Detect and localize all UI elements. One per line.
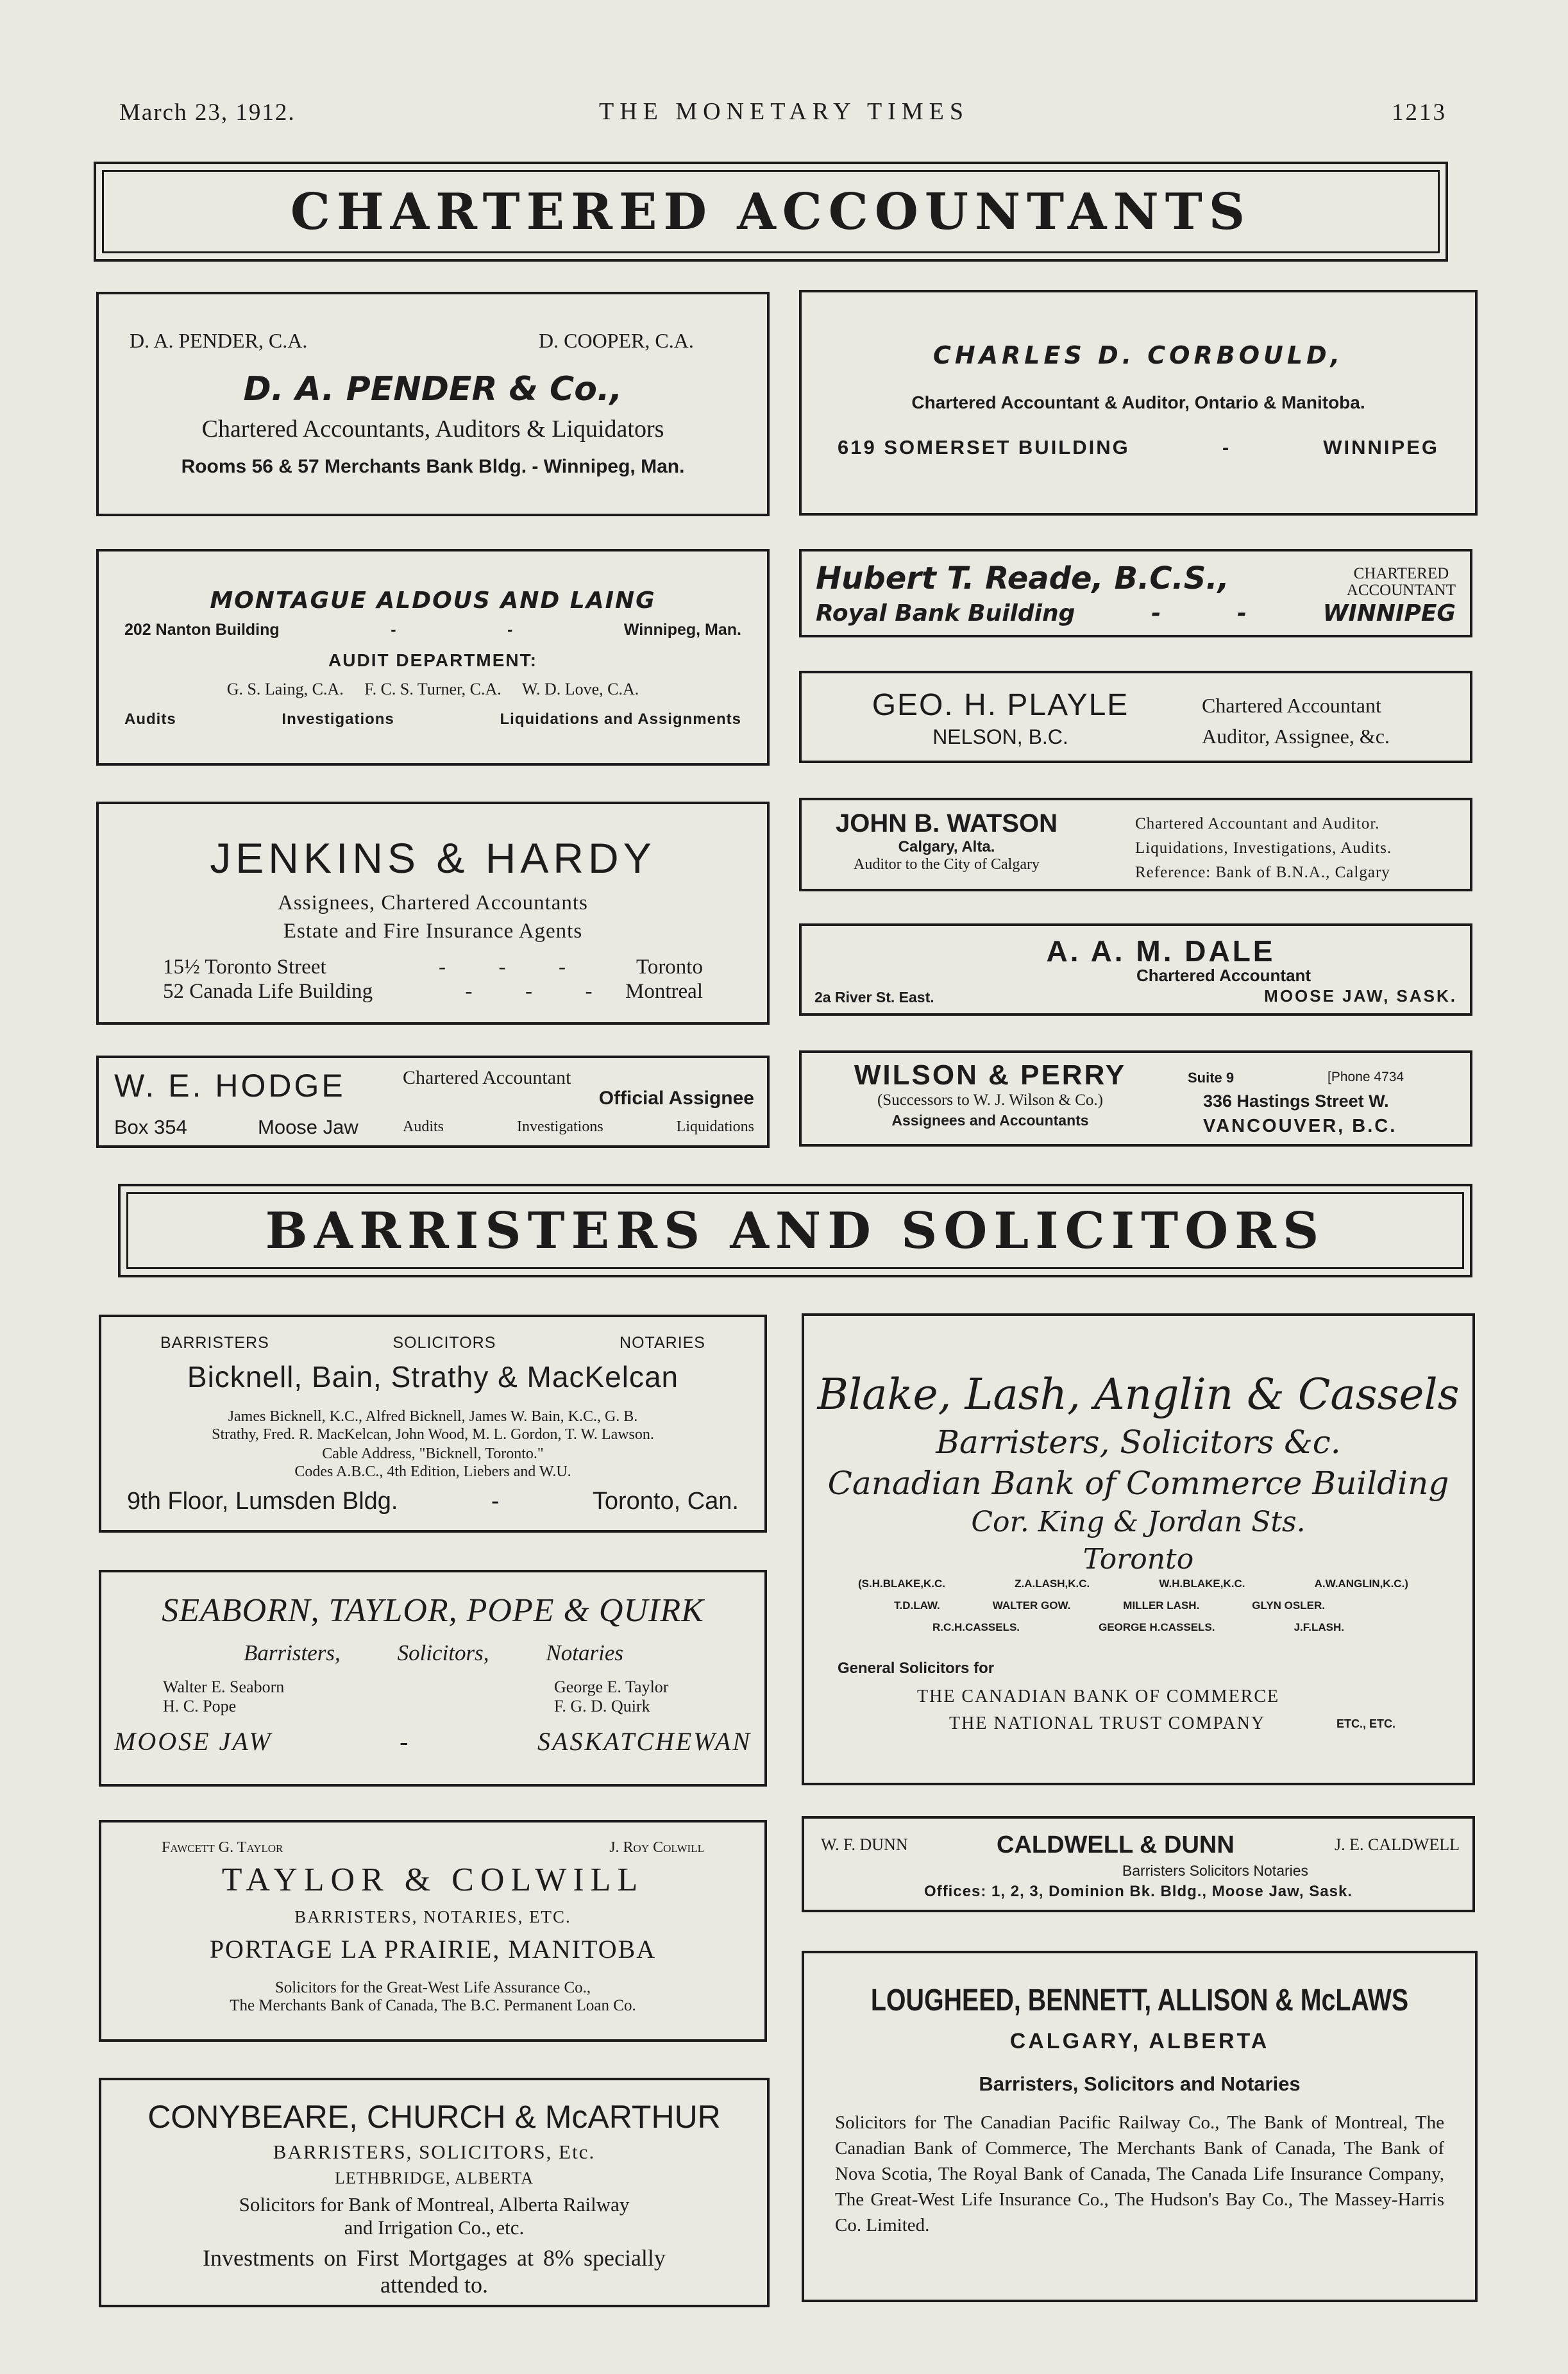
address-line: 52 Canada Life Building [163,980,373,1003]
firm-name: Blake, Lash, Anglin & Cassels [817,1370,1460,1419]
firm-description: Assignees, Chartered Accountants [278,891,588,914]
firm-city: CALGARY, ALBERTA [1009,2029,1270,2053]
ad-bicknell [99,1315,767,1533]
clients-line: The Merchants Bank of Canada, The B.C. Permanent Loan Co. [230,1997,636,2014]
firm-name: D. A. PENDER & Co., [243,370,623,408]
firm-building: Royal Bank Building [816,600,1075,627]
firm-city: Toronto, Can. [592,1488,739,1515]
firm-building: Canadian Bank of Commerce Building [827,1465,1449,1502]
firm-title [1347,566,1456,599]
firm-title: Chartered Accountant [1136,966,1311,985]
client-name: THE CANADIAN BANK OF COMMERCE [917,1687,1280,1706]
partners-row [894,1599,1325,1612]
separator: - [400,1727,410,1756]
partner-name: Z.A.LASH,K.C. [1015,1578,1090,1590]
label: NOTARIES [620,1334,705,1352]
firm-city: MOOSE JAW, SASK. [1264,986,1457,1006]
firm-name: SEABORN, TAYLOR, POPE & QUIRK [162,1592,704,1629]
partner-name: GLYN OSLER. [1252,1599,1325,1612]
partner-name: D. COOPER, C.A. [539,329,694,352]
firm-city: LETHBRIDGE, ALBERTA [334,2169,534,2187]
firm-city: Moose Jaw [258,1116,358,1138]
firm-name: CONYBEARE, CHURCH & McARTHUR [148,2099,721,2135]
detail-line: Liquidations, Investigations, Audits. [1135,839,1392,857]
firm-name: W. E. HODGE [114,1068,346,1104]
firm-roles: Barristers Solicitors Notaries [1122,1862,1309,1879]
partner-list: James Bicknell, K.C., Alfred Bicknell, James W. Bain, K.C., G. B. [228,1408,638,1425]
service-item: Investigations [282,711,394,728]
clients-paragraph: Solicitors for The Canadian Pacific Railway Co., The Bank of Montreal, The Canadian Bank of Commerce, The Merchants Bank of Canada, The Bank of Nova Scotia, The Royal Bank of Canada, The Canada Life Insurance Company, The Great-West Life Insurance Co., The Hudson's Bay Co., The Massey-Harris Co. Limited. [835,2112,1444,2235]
partner-name: Fawcett G. Taylor [162,1839,283,1856]
firm-city: Winnipeg, Man. [623,621,741,639]
partner-name: J.F.LASH. [1294,1621,1344,1633]
firm-title: Official Assignee [598,1088,754,1109]
separator: - [1222,436,1231,459]
partner-list: Strathy, Fred. R. MacKelcan, John Wood, M. L. Gordon, T. W. Lawson. [212,1426,654,1443]
service-item: Audits [124,711,176,728]
clients-line: Solicitors for Bank of Montreal, Alberta Railway [239,2193,630,2216]
firm-role: Auditor to the City of Calgary [854,856,1040,873]
firm-name: MONTAGUE ALDOUS AND LAING [210,587,656,614]
firm-address: 2a River St. East. [814,989,934,1006]
firm-address-row [114,1726,752,1756]
ad-taylor [99,1820,767,2042]
separator: - [507,621,513,639]
section-title: BARRISTERS AND SOLICITORS [265,1201,1326,1260]
section-title: CHARTERED ACCOUNTANTS [290,182,1252,241]
firm-suite: Suite 9 [1188,1070,1235,1086]
firm-city: WINNIPEG [1322,600,1456,627]
firm-name: LOUGHEED, BENNETT, ALLISON & McLAWS [870,1983,1409,2017]
firm-address-row [124,621,741,639]
title-line: CHARTERED [1353,565,1449,582]
firm-name: Bicknell, Bain, Strathy & MacKelcan [187,1360,679,1393]
firm-address: 619 SOMERSET BUILDING [838,436,1130,459]
firm-address: Offices: 1, 2, 3, Dominion Bk. Bldg., Moose Jaw, Sask. [924,1883,1353,1900]
investment-line: Investments on First Mortgages at 8% specially [203,2245,666,2271]
firm-city: WINNIPEG [1323,436,1439,459]
firm-city: MOOSE JAW [114,1727,273,1756]
firm-address: Rooms 56 & 57 Merchants Bank Bldg. - Winnipeg, Man. [181,456,685,477]
partners-row [932,1621,1344,1634]
investment-line: attended to. [380,2272,488,2298]
codes: Codes A.B.C., 4th Edition, Liebers and W.U. [294,1463,571,1480]
firm-roles: BARRISTERS, SOLICITORS, Etc. [273,2141,596,2163]
services-row [124,711,741,728]
address-line: 15½ Toronto Street [163,955,326,979]
cable-address: Cable Address, "Bicknell, Toronto." [322,1445,544,1462]
separator: - [391,621,396,639]
firm-city: Calgary, Alta. [898,838,995,855]
firm-name: JOHN B. WATSON [836,809,1058,838]
section-banner-barristers [118,1184,1472,1277]
roles-row [244,1640,623,1666]
firm-title [1202,690,1390,752]
title-line: Auditor, Assignee, &c. [1202,725,1390,748]
partner-name: F. G. D. Quirk [554,1697,650,1715]
ad-jenkins [96,802,770,1025]
ad-montague [96,549,770,766]
ad-corbould [799,290,1478,516]
partner-name: WALTER GOW. [992,1599,1071,1612]
detail-line: Chartered Accountant and Auditor. [1135,815,1380,832]
firm-name: Hubert T. Reade, B.C.S., [816,560,1229,596]
ad-pender [96,292,770,516]
partner-name: (S.H.BLAKE,K.C. [858,1578,945,1590]
partner-name: W.H.BLAKE,K.C. [1159,1578,1245,1590]
firm-street: 336 Hastings Street W. [1203,1091,1389,1111]
department-label: AUDIT DEPARTMENT: [328,650,537,670]
title-line: Chartered Accountant [1202,694,1381,717]
partner-name: D. A. PENDER, C.A. [130,329,308,352]
firm-name: JENKINS & HARDY [210,834,656,882]
title-line: ACCOUNTANT [1346,582,1456,599]
role: Solicitors, [397,1640,489,1665]
ad-watson [799,798,1472,891]
firm-description: Chartered Accountant & Auditor, Ontario & Manitoba. [911,392,1365,412]
partner-name: George E. Taylor [554,1678,669,1696]
firm-roles: Barristers, Solicitors and Notaries [979,2073,1301,2095]
ad-caldwell [802,1816,1475,1912]
etc-label: ETC., ETC. [1336,1717,1396,1730]
address-row [163,955,703,979]
service-item: Audits [403,1118,444,1135]
firm-province: SASKATCHEWAN [537,1727,752,1756]
separator: - [1151,600,1161,627]
address-city: Montreal [625,980,703,1003]
role: Barristers, [244,1640,341,1665]
service-item: Liquidations and Assignments [500,711,741,728]
address-row [163,980,703,1004]
partner-name: W. F. DUNN [821,1835,908,1854]
firm-name: WILSON & PERRY [854,1059,1127,1091]
firm-name-block [817,1059,1163,1129]
ad-playle [799,671,1472,763]
firm-name: A. A. M. DALE [1046,934,1276,968]
partner-name: T.D.LAW. [894,1599,940,1612]
firm-title: Chartered Accountant [403,1067,571,1088]
ad-seaborn [99,1570,767,1787]
firm-address-row [127,1488,739,1515]
partner-name: A.W.ANGLIN,K.C.) [1314,1578,1408,1590]
ad-blake [802,1313,1475,1785]
firm-details [1135,812,1392,885]
firm-description: Estate and Fire Insurance Agents [283,920,583,943]
partner-name: R.C.H.CASSELS. [932,1621,1020,1633]
ad-lougheed [802,1951,1478,2302]
ad-reade [799,549,1472,637]
separator: - - - [465,980,593,1003]
firm-name-block [821,687,1180,749]
firm-phone: [Phone 4734 [1328,1070,1404,1084]
firm-successor: (Successors to W. J. Wilson & Co.) [877,1091,1103,1109]
firm-building: 202 Nanton Building [124,621,280,639]
firm-name: TAYLOR & COLWILL [221,1862,645,1898]
section-banner-accountants [94,162,1448,262]
firm-name: GEO. H. PLAYLE [872,688,1129,722]
firm-name: CHARLES D. CORBOULD, [932,341,1344,369]
partner-list [554,1678,668,1716]
label: BARRISTERS [160,1334,269,1352]
general-solicitors-label: General Solicitors for [838,1660,995,1677]
partner-list [163,1678,284,1716]
firm-corner: Cor. King & Jordan Sts. [971,1506,1306,1538]
firm-role: Barristers, Solicitors &c. [936,1424,1341,1461]
partner-name: J. E. CALDWELL [1335,1835,1460,1854]
firm-city: PORTAGE LA PRAIRIE, MANITOBA [209,1935,657,1964]
clients-line: and Irrigation Co., etc. [344,2216,525,2239]
firm-address: 9th Floor, Lumsden Bldg. [127,1488,398,1515]
address-city: Toronto [636,955,703,979]
partner-name: J. Roy Colwill [609,1839,704,1856]
ad-dale [799,923,1472,1016]
partner-name: GEORGE H.CASSELS. [1099,1621,1215,1633]
firm-city: NELSON, B.C. [932,725,1068,748]
firm-city: Toronto [1083,1543,1194,1576]
separator: - - - [439,955,566,979]
firm-city: VANCOUVER, B.C. [1203,1116,1397,1136]
partners-row [858,1578,1408,1590]
firm-box: Box 354 [114,1116,187,1138]
separator: - [491,1488,500,1515]
firm-name-block [812,809,1081,873]
page-number: 1213 [1392,99,1447,126]
service-item: Investigations [517,1118,603,1135]
ad-conybeare [99,2078,770,2307]
clients-line: Solicitors for the Great-West Life Assurance Co., [274,1979,591,1996]
partner-list: G. S. Laing, C.A. F. C. S. Turner, C.A. W. D. Love, C.A. [226,680,639,698]
labels-row [160,1334,705,1352]
services-row [403,1118,754,1136]
client-name: THE NATIONAL TRUST COMPANY [949,1713,1266,1733]
partner-name: MILLER LASH. [1123,1599,1200,1612]
ad-wilson [799,1050,1472,1147]
firm-address-row [838,436,1439,459]
label: SOLICITORS [392,1334,496,1352]
partner-name: Walter E. Seaborn [163,1678,285,1696]
firm-role: Assignees and Accountants [891,1112,1089,1129]
firm-address-row [816,600,1456,627]
firm-description: Chartered Accountants, Auditors & Liquidators [201,416,664,442]
detail-line: Reference: Bank of B.N.A., Calgary [1135,864,1390,881]
running-date: March 23, 1912. [119,99,296,126]
firm-name: CALDWELL & DUNN [997,1831,1235,1858]
service-item: Liquidations [676,1118,754,1135]
partner-name: H. C. Pope [163,1697,237,1715]
role: Notaries [546,1640,623,1665]
separator: - [1236,600,1247,627]
running-title: THE MONETARY TIMES [599,98,969,125]
firm-roles: BARRISTERS, NOTARIES, ETC. [294,1907,571,1926]
ad-hodge [96,1056,770,1148]
